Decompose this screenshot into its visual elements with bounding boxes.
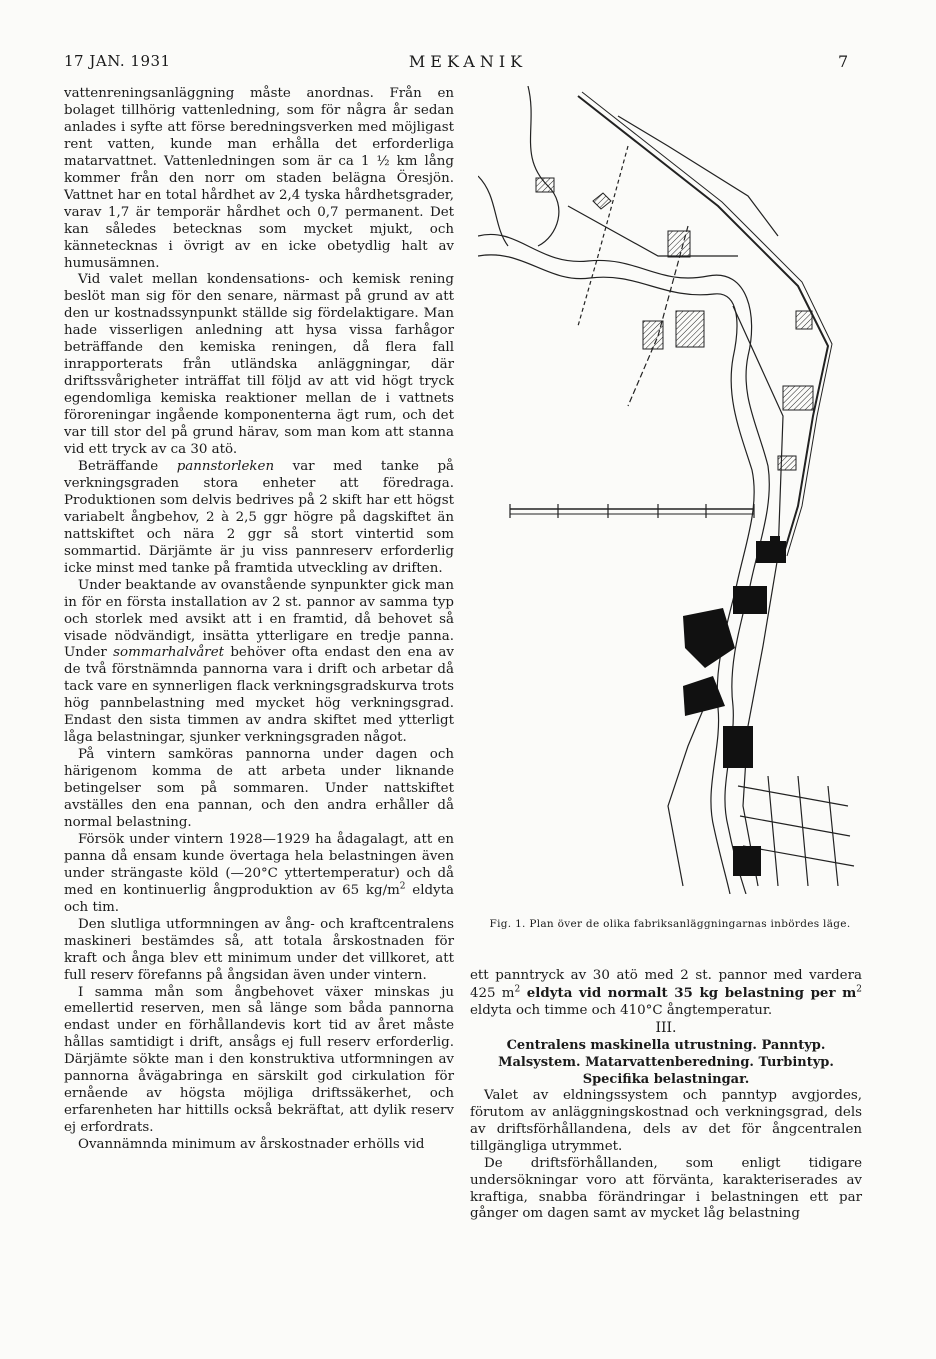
paragraph: ett panntryck av 30 atö med 2 st. pannor med vardera 425 $m^2$ eldyta vid normalt 35 kg belastning per $m^2$ eldyta och timme och 410°C ångtemperatur. xyxy=(470,968,863,1018)
section-number: III. xyxy=(655,1019,677,1036)
left-column xyxy=(64,86,454,1154)
header-journal-title: MEKANIK xyxy=(408,52,528,71)
paragraph: Vid valet mellan kondensations- och kemisk rening beslöt man sig för den senare, närmast på grund av att den ur kostnadssynpunkt ställde sig fördelaktigare. Man hade visserligen anledning att hysa vissa farhågor beträffande den kemiska reningen, då flera fall inrapporterats från utländska anläggningar, där driftssvårigheter inträffat till följd av att vid högt tryck egendomliga kemiska reaktioner mellan de i vattnets föroreningar ingående komponenterna ägt rum, och det var till stor del på grund härav, som man kom att stanna vid ett tryck av ca 30 atö. xyxy=(64,272,454,458)
section-heading: Centralens maskinella utrustning. Panntyp. Malsystem. Matarvattenberedning. Turbintyp. Specifika belastningar. xyxy=(498,1037,834,1087)
header-page-number: 7 xyxy=(838,52,849,71)
page-header xyxy=(0,52,936,76)
paragraph: vattenreningsanläggning måste anordnas. Från en bolaget tillhörig vattenledning, som för några år sedan anlades i syfte att förse beredningsverken med möjligast rent vatten, kunde man erhålla det erforderliga matarvattnet. Vattenledningen som är ca 1 ½ km lång kommer från den norr om staden belägna Öresjön. Vattnet har en total hårdhet av 2,4 tyska hårdhetsgrader, varav 1,7 är temporär hårdhet och 0,7 permanent. Det kan således betecknas som mycket mjukt, och kännetecknas i övrigt av en icke obetydlig halt av humusämnen. xyxy=(64,86,454,271)
paragraph: Försök under vintern 1928—1929 ha ådagalagt, att en panna då ensam kunde övertaga hela belastningen även under strängaste köld (—20°C yttertemperatur) och då med en kontinuerlig ångproduktion av 65 $kg/m^2$ eldyta och tim. xyxy=(64,831,454,915)
header-date: 17 JAN. 1931 xyxy=(64,52,171,70)
paragraph: Ovannämnda minimum av årskostnader erhölls vid xyxy=(78,1137,425,1153)
paragraph: På vintern samköras pannorna under dagen och härigenom komma de att arbeta under liknande betingelser som på sommaren. Under nattskiftet avställes den ena pannan, och den andra erhåller då normal belastning. xyxy=(64,747,454,830)
emphasis: pannstorleken xyxy=(176,458,275,474)
paragraph: I samma mån som ångbehovet växer minskas ju emellertid reserven, men så länge som båda pannorna endast under en förhållandevis kort tid av året måste hållas samtidigt i drift, ansågs ej full reserv erforderlig. Därjämte sökte man i den konstruktiva utformningen av pannorna åvägabringa en särskilt god cirkulation för ernående av högsta möjliga driftssäkerhet, och erfarenheten har hittills också bekräftat, att dylik reserv ej erfordrats. xyxy=(64,984,454,1136)
figure-caption: Fig. 1. Plan över de olika fabriksanläggningarnas inbördes läge. xyxy=(489,918,851,930)
paragraph: Beträffande pannstorleken var med tanke på verkningsgraden stora enheter att föredraga. Produktionen som delvis bedrives på 2 skift har ett högst variabelt ångbehov, 2 à 2,5 ggr högre på dagskiftet än nattskiftet och nära 2 ggr så stort vintertid som sommartid. Därjämte är ju viss pannreserv erforderlig icke minst med tanke på framtida utveckling av driften. xyxy=(64,458,454,576)
right-column xyxy=(470,968,862,1223)
factory-site-plan-map xyxy=(478,86,862,894)
paragraph: Den slutliga utformningen av ång- och kraftcentralens maskineri bestämdes så, att totala årskostnaden för kraft och ånga blev ett minimum under det villkoret, att full reserv förefanns på ångsidan även under vintern. xyxy=(64,916,454,983)
paragraph: Under beaktande av ovanstående synpunkter gick man in för en första installation av 2 st. pannor av samma typ och storlek med avsikt att i en framtid, då behovet så visade nödvändigt, insätta ytterligare en tredje panna. Under sommarhalvåret behöver ofta endast den ena av de två förstnämnda pannorna vara i drift och arbetar då tack vare en synnerligen flack verkningsgradskurva trots hög pannbelastning med mycket hög verkningsgrad. Endast den sista timmen av andra skiftet med ytterligt låga belastningar, sjunker verkningsgraden något. xyxy=(64,577,454,746)
emphasis: sommarhalvåret xyxy=(113,645,224,661)
paragraph: Valet av eldningssystem och panntyp avgjordes, förutom av anläggningskostnad och verkningsgrad, dels av driftsförhållandena, dels av det för ångcentralen tillgängliga utrymmet. xyxy=(470,1087,862,1154)
paragraph: De driftsförhållanden, som enligt tidigare undersökningar voro att förvänta, karakteriserades av kraftiga, snabba förändringar i belastningen ett par gånger om dagen samt av mycket låg belastning xyxy=(470,1155,862,1222)
